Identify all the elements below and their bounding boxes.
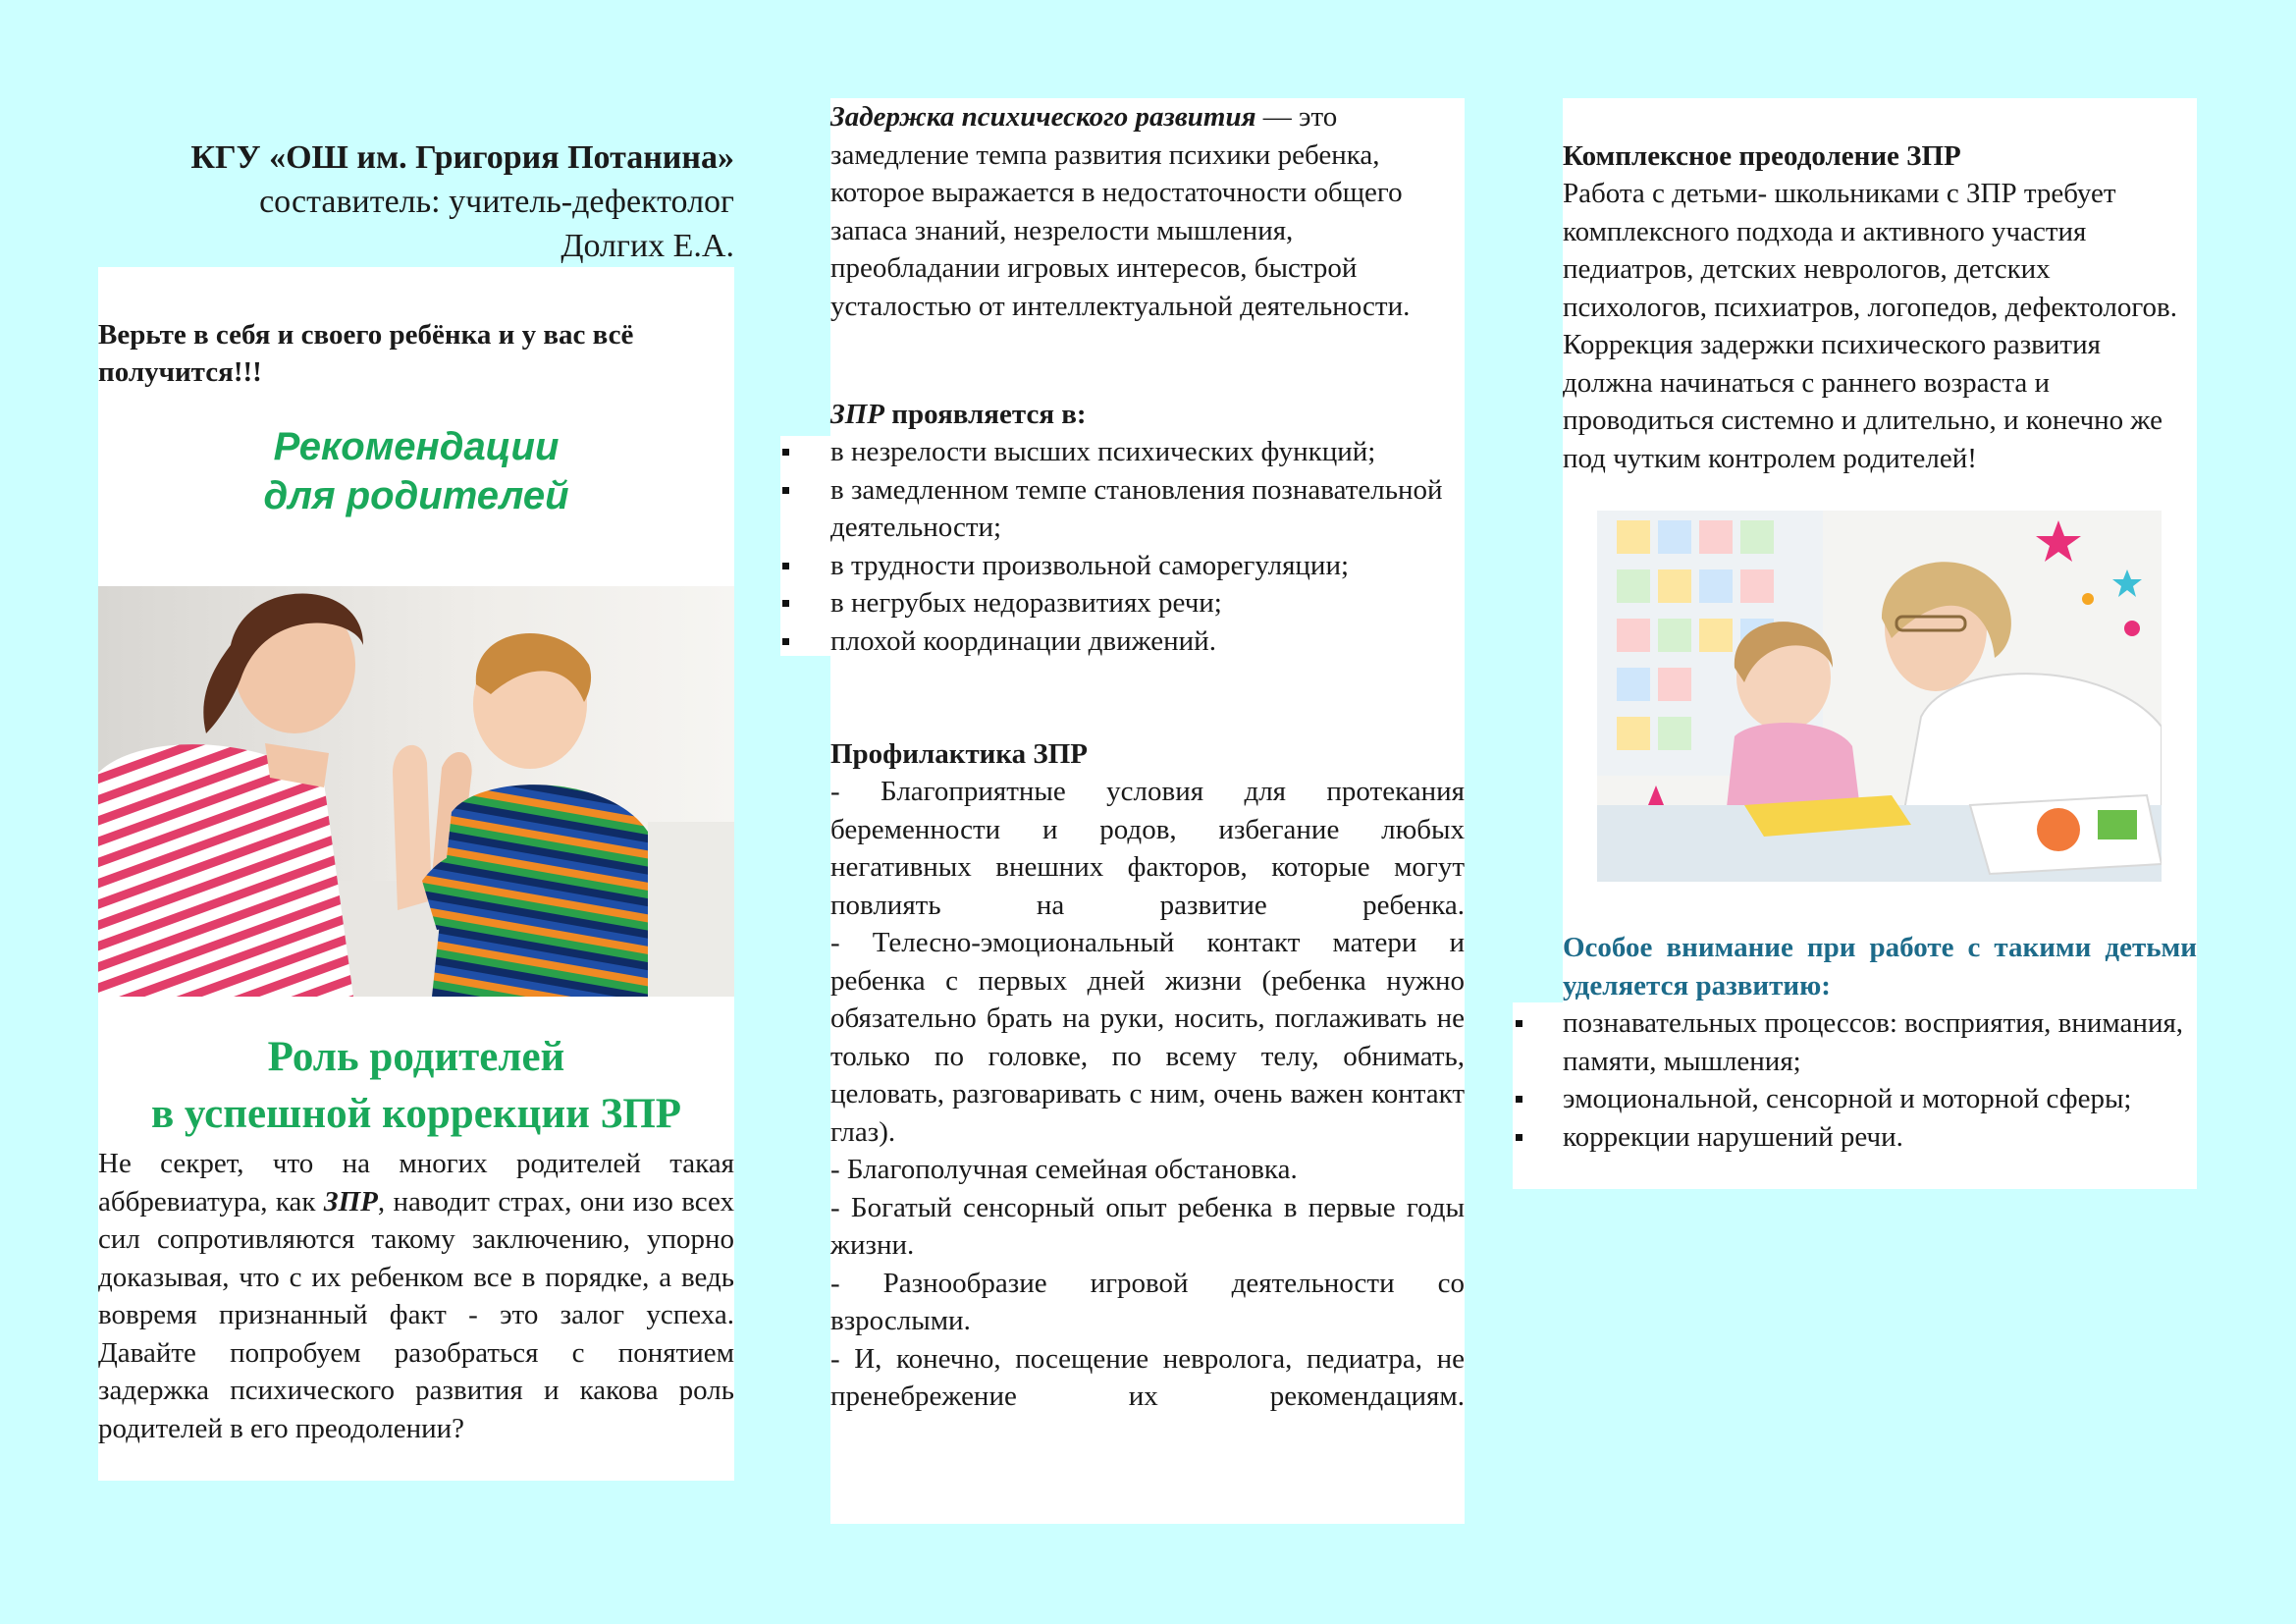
school-name: КГУ «ОШ им. Григория Потанина» — [190, 139, 734, 176]
manifest-list — [830, 433, 1468, 660]
prophylaxis-item: - Разнообразие игровой деятельности со взрослыми. — [830, 1267, 1465, 1336]
list-item — [830, 433, 1468, 471]
prophylaxis-list — [830, 773, 1465, 1416]
recommendations-title-line2: для родителей — [263, 474, 569, 517]
role-text-abbr: ЗПР — [323, 1185, 378, 1218]
bullet-square-icon — [782, 449, 789, 456]
bullet-square-icon — [782, 638, 789, 645]
role-text-part1: Не секрет, что на многих родителей такая аббревиатура, как — [98, 1148, 734, 1218]
bullet-square-icon — [1516, 1020, 1522, 1027]
list-item — [830, 623, 1468, 661]
manifest-title — [830, 396, 1465, 434]
definition-text: — это замедление темпа развития психики ребенка, которое выражается в недостаточности общего запаса знаний, незрелости мышления, преобладании игровых интересов, быстрой усталостью от интеллектуальной деятельности. — [830, 101, 1411, 322]
author-name: Долгих Е.А. — [561, 228, 734, 264]
list-item — [1563, 1004, 2197, 1080]
list-item — [830, 471, 1468, 547]
role-title-line1: Роль родителей — [267, 1034, 565, 1080]
zpr-definition — [830, 98, 1465, 325]
manifest-item-text: в негрубых недоразвитиях речи; — [830, 587, 1222, 619]
role-text-part2: , наводит страх, они изо всех сил сопротивляются такому заключению, упорно доказывая, что с их ребенком все в порядке, а ведь вовремя признанный факт - это залог успеха. Давайте попробуем разобраться с понятием задержка психического развития и какова роль родителей в его преодолении? — [98, 1185, 734, 1444]
bullet-square-icon — [1516, 1096, 1522, 1103]
focus-list — [1563, 1004, 2197, 1156]
teacher-child-illustration — [1597, 511, 2162, 882]
prophylaxis-item: - Телесно-эмоциональный контакт матери и ребенка с первых дней жизни (ребенка нужно обязательно брать на руки, носить, поглаживать не только по головке, по всему телу, обнимать, целовать, разговаривать с ним, очень важен контакт глаз). — [830, 927, 1465, 1148]
manifest-title-rest: проявляется в: — [884, 399, 1087, 430]
author-role: составитель: учитель-дефектолог — [259, 184, 734, 220]
prophylaxis-item: - И, конечно, посещение невролога, педиатра, не пренебрежение их рекомендациям. — [830, 1342, 1465, 1412]
recommendations-title-line1: Рекомендации — [273, 425, 560, 468]
complex-text: Работа с детьми- школьниками с ЗПР требует комплексного подхода и активного участия педиатров, детских неврологов, детских психологов, психиатров, логопедов, дефектологов. Коррекция задержки психического развития должна начинаться с раннего возраста и проводиться системно и длительно, и конечно же под чутким контролем родителей! — [1563, 178, 2177, 474]
bullet-square-icon — [782, 563, 789, 569]
complex-title: Комплексное преодоление ЗПР — [1563, 140, 1961, 172]
list-item — [1563, 1080, 2197, 1118]
list-item — [1563, 1118, 2197, 1157]
role-title-line2: в успешной коррекции ЗПР — [150, 1091, 682, 1137]
focus-item-text: эмоциональной, сенсорной и моторной сферы; — [1563, 1083, 2132, 1114]
role-section-text — [98, 1145, 734, 1447]
mother-son-photo — [98, 586, 734, 997]
manifest-term: ЗПР — [830, 399, 885, 430]
list-item — [830, 584, 1468, 623]
prophylaxis-title: Профилактика ЗПР — [830, 738, 1088, 770]
manifest-item-text: в замедленном темпе становления познавательной деятельности; — [830, 473, 1443, 543]
bullet-square-icon — [1516, 1134, 1522, 1141]
bullet-square-icon — [782, 600, 789, 607]
focus-title: Особое внимание при работе с такими детьми уделяется развитию: — [1563, 932, 2197, 1001]
manifest-item-text: в незрелости высших психических функций; — [830, 436, 1376, 467]
role-section-title — [98, 1029, 734, 1143]
focus-item-text: коррекции нарушений речи. — [1563, 1120, 1903, 1153]
bullet-square-icon — [782, 487, 789, 494]
manifest-item-text: плохой координации движений. — [830, 624, 1216, 657]
prophylaxis-item: - Богатый сенсорный опыт ребенка в первые годы жизни. — [830, 1191, 1465, 1261]
prophylaxis-item: - Благополучная семейная обстановка. — [830, 1154, 1298, 1185]
list-item — [830, 547, 1468, 585]
manifest-item-text: в трудности произвольной саморегуляции; — [830, 549, 1350, 581]
definition-term: Задержка психического развития — [830, 101, 1256, 133]
mother-son-illustration — [98, 586, 734, 997]
prophylaxis-item: - Благоприятные условия для протекания беременности и родов, избегание любых негативных внешних факторов, которые могут повлиять на развитие ребенка. — [830, 776, 1465, 921]
motto: Верьте в себя и своего ребёнка и у вас всё получится!!! — [98, 319, 634, 388]
focus-item-text: познавательных процессов: восприятия, внимания, памяти, мышления; — [1563, 1007, 2184, 1077]
teacher-child-photo — [1597, 511, 2162, 882]
brochure-header — [98, 135, 734, 268]
recommendations-title — [98, 422, 734, 520]
